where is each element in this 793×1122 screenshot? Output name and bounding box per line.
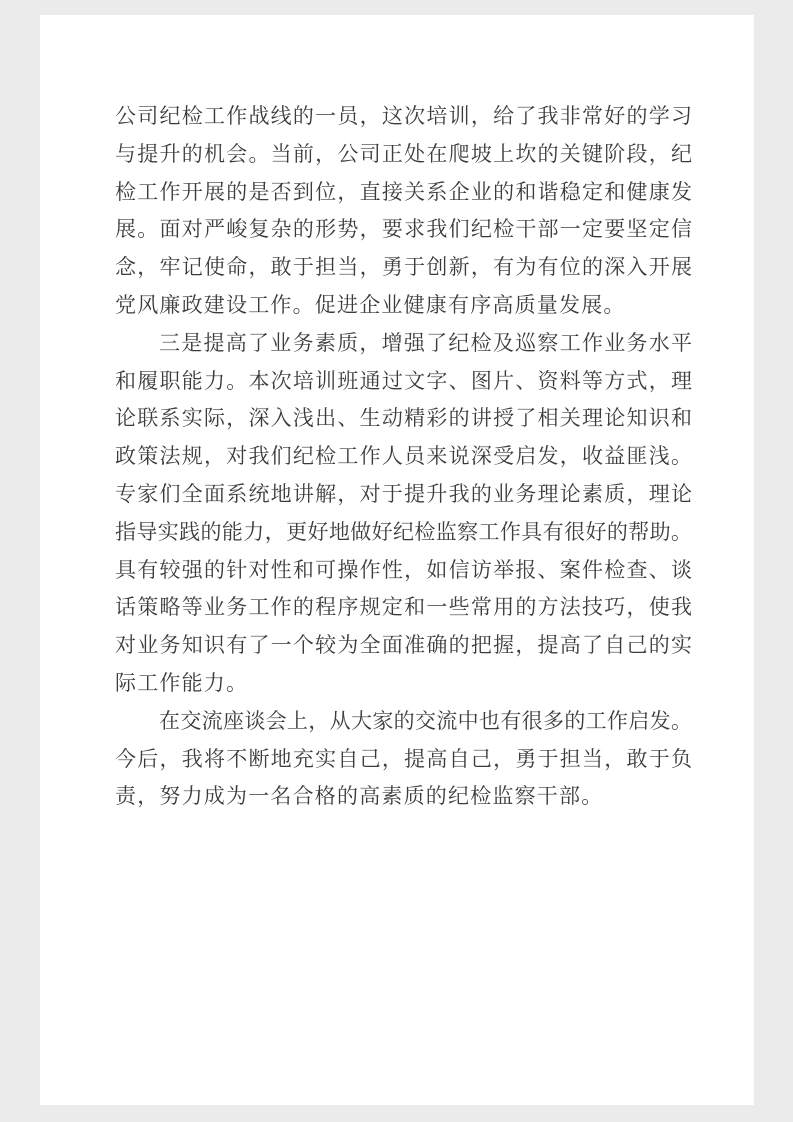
text-line: 党风廉政建设工作。促进企业健康有序高质量发展。 <box>115 292 626 317</box>
document-text <box>40 15 754 816</box>
text-line: 话策略等业务工作的程序规定和一些常用的方法技巧，使我 <box>115 595 692 620</box>
text-line: 与提升的机会。当前，公司正处在爬坡上坎的关键阶段，纪 <box>115 141 692 166</box>
text-line: 和履职能力。本次培训班通过文字、图片、资料等方式，理 <box>115 368 692 393</box>
text-line: 在交流座谈会上，从大家的交流中也有很多的工作启发。 <box>159 708 692 733</box>
text-line: 展。面对严峻复杂的形势，要求我们纪检干部一定要坚定信 <box>115 217 692 242</box>
text-line: 检工作开展的是否到位，直接关系企业的和谐稳定和健康发 <box>115 179 692 204</box>
text-line: 公司纪检工作战线的一员，这次培训，给了我非常好的学习 <box>115 104 692 128</box>
text-line: 政策法规，对我们纪检工作人员来说深受启发，收益匪浅。 <box>115 444 692 469</box>
text-line: 责，努力成为一名合格的高素质的纪检监察干部。 <box>115 784 604 809</box>
text-line: 论联系实际，深入浅出、生动精彩的讲授了相关理论知识和 <box>115 406 692 431</box>
text-line: 对业务知识有了一个较为全面准确的把握，提高了自己的实 <box>115 633 692 658</box>
text-line: 三是提高了业务素质，增强了纪检及巡察工作业务水平 <box>159 330 692 355</box>
text-line: 具有较强的针对性和可操作性，如信访举报、案件检查、谈 <box>115 557 692 582</box>
text-line: 指导实践的能力，更好地做好纪检监察工作具有很好的帮助。 <box>115 519 692 544</box>
text-line: 专家们全面系统地讲解，对于提升我的业务理论素质，理论 <box>115 481 692 506</box>
document-page <box>40 15 754 1105</box>
text-line: 今后，我将不断地充实自己，提高自己，勇于担当，敢于负 <box>115 746 692 771</box>
text-line: 际工作能力。 <box>115 670 249 695</box>
text-line: 念，牢记使命，敢于担当，勇于创新，有为有位的深入开展 <box>115 255 692 280</box>
